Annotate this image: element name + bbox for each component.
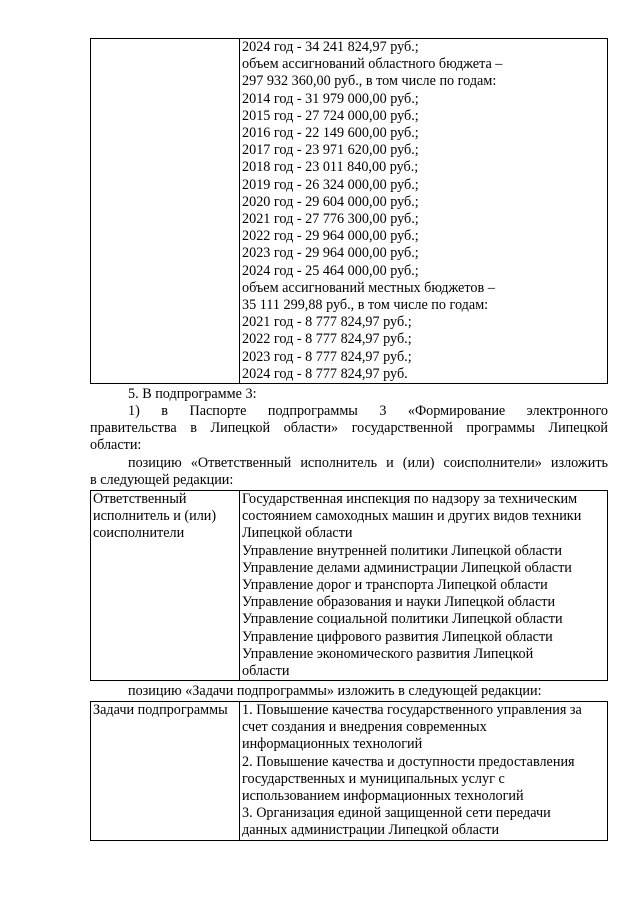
- financing-line: 2020 год - 29 604 000,00 руб.;: [242, 193, 419, 210]
- label-line: исполнитель и (или): [93, 508, 217, 525]
- financing-table: [90, 38, 608, 384]
- financing-line: 2021 год - 27 776 300,00 руб.;: [242, 211, 419, 228]
- executors-value-cell: [240, 491, 608, 681]
- paragraph-line: правительства в Липецкой области» государственной программы Липецкой: [90, 420, 608, 437]
- tasks-label: Задачи подпрограммы: [93, 702, 228, 718]
- financing-left-cell: [91, 39, 240, 384]
- task-line: 2. Повышение качества и доступности предоставления: [242, 753, 575, 770]
- financing-line: 2023 год - 29 964 000,00 руб.;: [242, 245, 419, 262]
- financing-line: 297 932 360,00 руб., в том числе по годам:: [242, 73, 497, 90]
- financing-line: 2018 год - 23 011 840,00 руб.;: [242, 159, 419, 176]
- financing-line: 2023 год - 8 777 824,97 руб.;: [242, 348, 412, 365]
- financing-line: 2022 год - 8 777 824,97 руб.;: [242, 331, 412, 348]
- task-line: счет создания и внедрения современных: [242, 719, 487, 736]
- paragraph-position-executor: [90, 455, 608, 489]
- section-5-text: 5. В подпрограмме 3:: [128, 386, 257, 402]
- financing-line: 2019 год - 26 324 000,00 руб.;: [242, 176, 419, 193]
- tasks-table: [90, 701, 608, 841]
- executor-line: Государственная инспекция по надзору за техническим: [242, 491, 578, 507]
- task-line: 1. Повышение качества государственного управления за: [242, 702, 582, 718]
- executor-line: Управление социальной политики Липецкой области: [242, 611, 563, 628]
- financing-line: 2021 год - 8 777 824,97 руб.;: [242, 314, 412, 331]
- paragraph-line: в следующей редакции:: [90, 472, 234, 489]
- financing-right-cell: [240, 39, 608, 384]
- executors-label-cell: [91, 491, 240, 681]
- executor-line: Управление внутренней политики Липецкой области: [242, 542, 562, 559]
- paragraph-line: позицию «Задачи подпрограммы» изложить в следующей редакции:: [128, 683, 542, 699]
- paragraph-line: позицию «Ответственный исполнитель и (или) соисполнители» изложить: [128, 455, 608, 471]
- task-line: данных администрации Липецкой области: [242, 822, 500, 839]
- tasks-value-cell: [240, 702, 608, 841]
- paragraph-position-tasks: [90, 683, 608, 700]
- task-line: информационных технологий: [242, 736, 423, 753]
- financing-line: объем ассигнований местных бюджетов –: [242, 279, 495, 296]
- executor-line: Управление экономического развития Липецкой: [242, 645, 534, 662]
- executors-table: [90, 490, 608, 681]
- executor-line: Липецкой области: [242, 525, 353, 542]
- paragraph-line: области:: [90, 437, 142, 454]
- paragraph-passport-change: [90, 403, 608, 455]
- financing-line: 35 111 299,88 руб., в том числе по годам:: [242, 297, 489, 314]
- executor-line: состоянием самоходных машин и других видов техники: [242, 508, 582, 525]
- financing-line: 2024 год - 34 241 824,97 руб.;: [242, 39, 419, 55]
- financing-line: объем ассигнований областного бюджета –: [242, 56, 503, 73]
- task-line: государственных и муниципальных услуг с: [242, 770, 505, 787]
- paragraph-line: 1) в Паспорте подпрограммы 3 «Формирование электронного: [128, 403, 608, 419]
- financing-line: 2014 год - 31 979 000,00 руб.;: [242, 90, 419, 107]
- table-row: [91, 39, 608, 384]
- financing-line: 2016 год - 22 149 600,00 руб.;: [242, 125, 419, 142]
- table-row: [91, 491, 608, 681]
- table-row: [91, 702, 608, 841]
- section-5-heading: [90, 386, 608, 403]
- executor-line: Управление делами администрации Липецкой области: [242, 559, 572, 576]
- tasks-label-cell: [91, 702, 240, 841]
- label-line: Ответственный: [93, 491, 187, 507]
- task-line: 3. Организация единой защищенной сети передачи: [242, 805, 551, 822]
- financing-line: 2015 год - 27 724 000,00 руб.;: [242, 107, 419, 124]
- executor-line: области: [242, 663, 290, 680]
- financing-line: 2024 год - 8 777 824,97 руб.: [242, 365, 408, 382]
- executor-line: Управление цифрового развития Липецкой области: [242, 628, 553, 645]
- executor-line: Управление образования и науки Липецкой области: [242, 594, 556, 611]
- label-line: соисполнители: [93, 525, 185, 542]
- task-line: использованием информационных технологий: [242, 788, 524, 805]
- executor-line: Управление дорог и транспорта Липецкой области: [242, 577, 548, 594]
- financing-line: 2022 год - 29 964 000,00 руб.;: [242, 228, 419, 245]
- financing-line: 2024 год - 25 464 000,00 руб.;: [242, 262, 419, 279]
- financing-line: 2017 год - 23 971 620,00 руб.;: [242, 142, 419, 159]
